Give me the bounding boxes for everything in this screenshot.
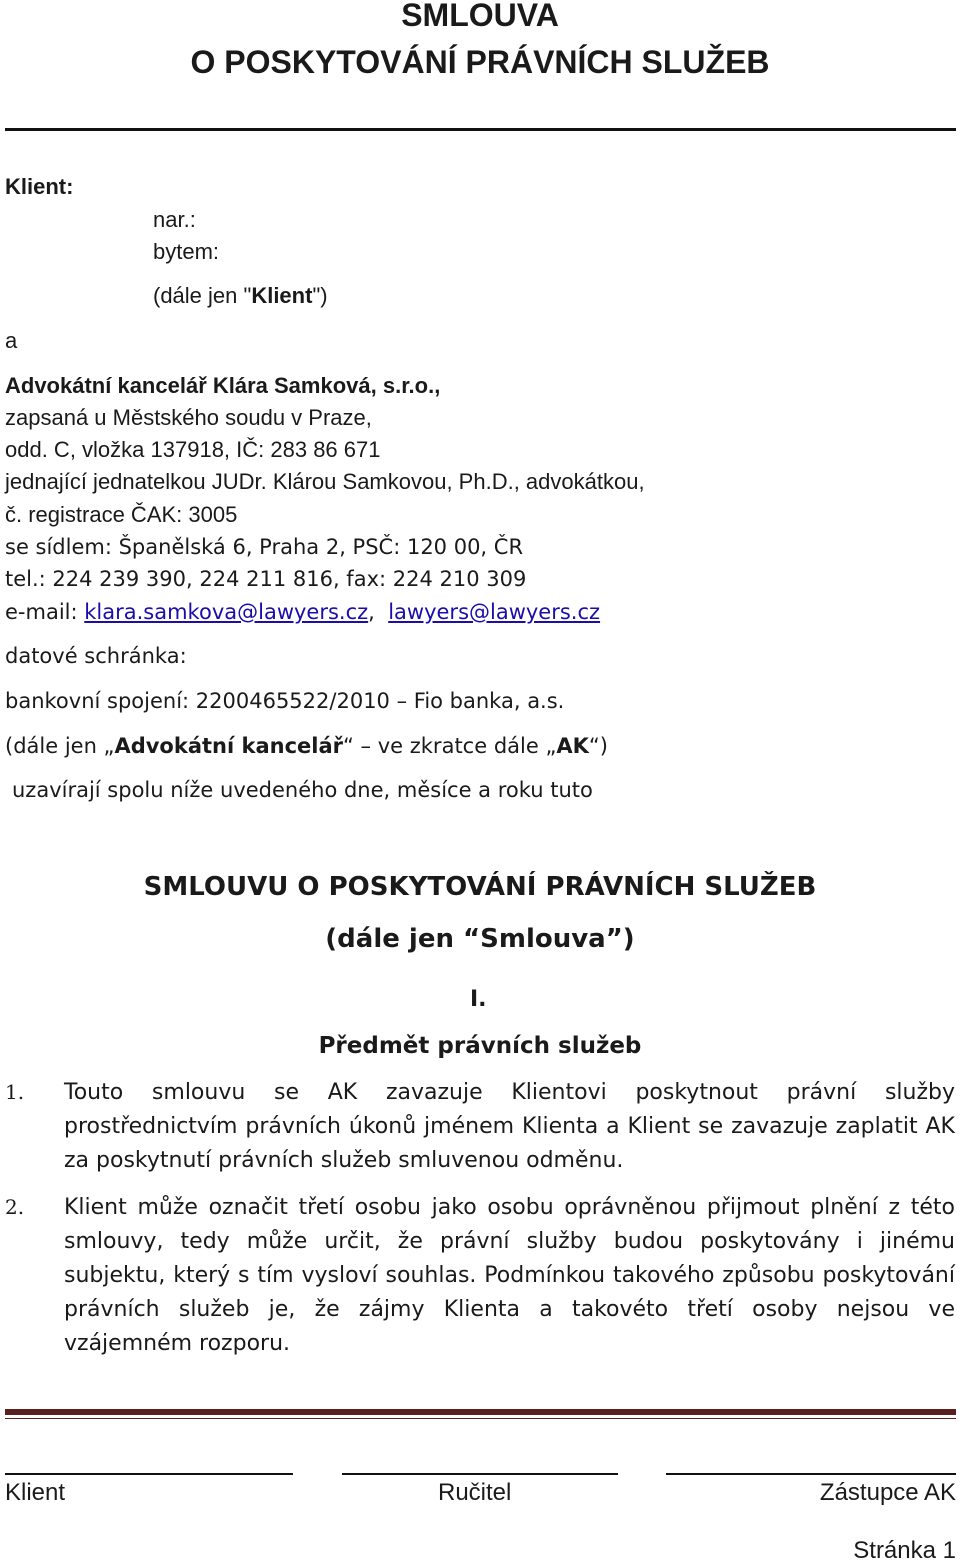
- page-number: Stránka 1: [853, 1537, 956, 1564]
- section-paragraph: [64, 1191, 955, 1361]
- firm-alias-pre: (dále jen „: [5, 734, 115, 758]
- client-alias-post: "): [312, 283, 328, 308]
- section-title: Předmět právních služeb: [318, 1033, 642, 1059]
- client-alias-bold: Klient: [251, 283, 313, 308]
- signature-label-client: Klient: [5, 1479, 66, 1506]
- firm-seat: se sídlem: Španělská 6, Praha 2, PSČ: 120 00, ČR: [5, 535, 524, 559]
- firm-alias: [5, 731, 608, 761]
- firm-email: [5, 597, 600, 627]
- contract-heading: SMLOUVU O POSKYTOVÁNÍ PRÁVNÍCH SLUŽEB: [143, 872, 817, 902]
- firm-databox: datové schránka:: [5, 644, 187, 668]
- firm-phone: tel.: 224 239 390, 224 211 816, fax: 224 210 309: [5, 567, 527, 591]
- footer-divider-thin: [5, 1418, 956, 1419]
- firm-bank: bankovní spojení: 2200465522/2010 – Fio banka, a.s.: [5, 689, 565, 713]
- firm-represented: jednající jednatelkou JUDr. Klárou Samkovou, Ph.D., advokátkou,: [5, 469, 645, 494]
- section-paragraph: [64, 1076, 955, 1178]
- paragraph-text: Touto smlouvu se AK zavazuje Klientovi poskytnout právní služby prostřednictvím právních úkonů jménem Klienta a Klient se zavazuje zaplatit AK za poskytnutí právních služeb smluvenou odměnu.: [64, 1080, 955, 1173]
- section-numeral: I.: [470, 987, 487, 1012]
- firm-registration: č. registrace ČAK: 3005: [5, 502, 238, 527]
- client-label: Klient:: [5, 174, 74, 199]
- firm-section: odd. C, vložka 137918, IČ: 283 86 671: [5, 437, 381, 462]
- title-line-1: SMLOUVA: [401, 0, 559, 33]
- conjunction: a: [5, 328, 18, 353]
- firm-alias-mid: “ – ve zkratce dále „: [343, 734, 557, 758]
- firm-registered: zapsaná u Městského soudu v Praze,: [5, 405, 372, 430]
- email-label: e-mail:: [5, 600, 85, 624]
- item-number: 1.: [5, 1080, 25, 1104]
- client-alias: [153, 281, 328, 311]
- signature-label-guarantor: Ručitel: [438, 1479, 512, 1506]
- client-alias-pre: (dále jen ": [153, 283, 252, 308]
- client-born: nar.:: [153, 207, 196, 232]
- signature-label-ak: Zástupce AK: [819, 1479, 956, 1506]
- email-link-klara[interactable]: klara.samkova@lawyers.cz: [84, 600, 369, 624]
- signature-line-ak: [666, 1473, 956, 1475]
- item-number: 2.: [5, 1195, 25, 1219]
- signature-line-client: [5, 1473, 293, 1475]
- title-line-2: O POSKYTOVÁNÍ PRÁVNÍCH SLUŽEB: [190, 44, 770, 80]
- paragraph-text: Klient může označit třetí osobu jako osobu oprávněnou přijmout plnění z této smlouvy, tedy může určit, že právní služby budou poskytovány i jinému subjektu, který s tím vysloví souhlas. Podmínkou takového způsobu poskytování právních služeb je, že zájmy Klienta a takovéto třetí osoby nejsou ve vzájemném rozporu.: [64, 1195, 955, 1356]
- firm-alias-bold-2: AK: [556, 734, 589, 758]
- conclude-text: uzavírají spolu níže uvedeného dne, měsíce a roku tuto: [12, 778, 593, 802]
- client-residence: bytem:: [153, 239, 220, 264]
- firm-alias-bold-1: Advokátní kancelář: [114, 734, 343, 758]
- title-divider: [5, 128, 956, 131]
- firm-name: Advokátní kancelář Klára Samková, s.r.o.,: [5, 373, 441, 398]
- signature-line-guarantor: [342, 1473, 618, 1475]
- firm-alias-post: “): [588, 734, 608, 758]
- contract-alias: (dále jen “Smlouva”): [325, 924, 635, 954]
- email-link-lawyers[interactable]: lawyers@lawyers.cz: [388, 600, 601, 624]
- email-separator: ,: [368, 600, 389, 624]
- footer-divider: [5, 1409, 956, 1415]
